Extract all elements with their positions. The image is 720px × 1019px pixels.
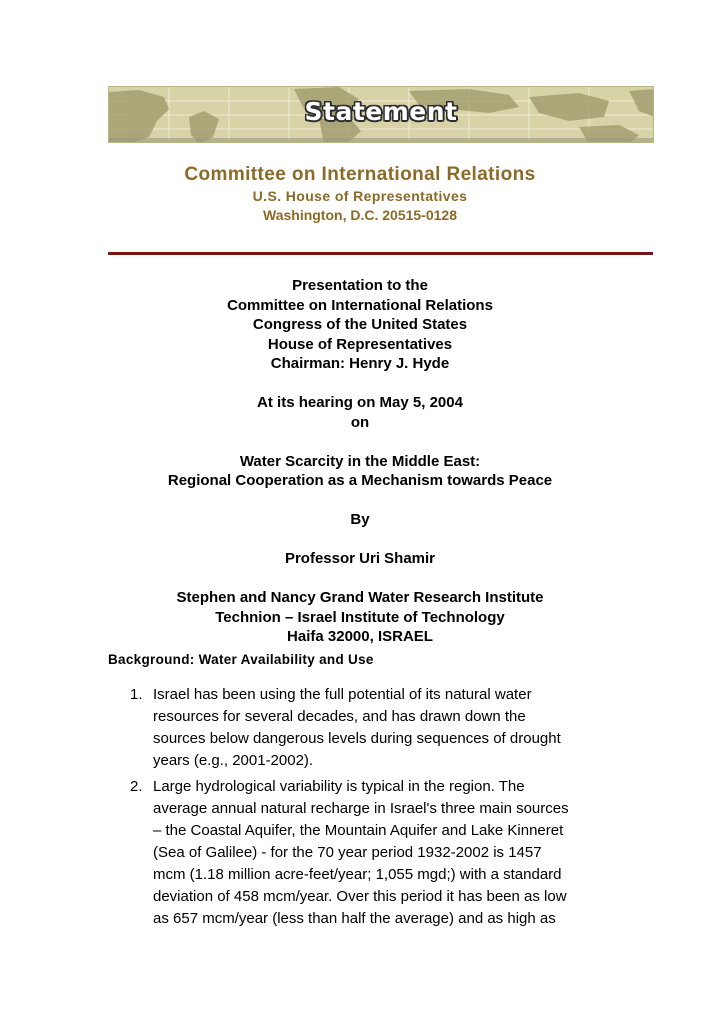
presentation-line: Stephen and Nancy Grand Water Research Institute xyxy=(176,589,544,606)
banner-title: Statement xyxy=(304,97,458,126)
committee-house: U.S. House of Representatives xyxy=(252,188,468,204)
presentation-line: Water Scarcity in the Middle East: xyxy=(239,452,481,470)
list-item xyxy=(130,776,630,930)
presentation-line xyxy=(0,530,720,550)
list-item-line: deviation of 458 mcm/year. Over this period it has been as low xyxy=(153,888,567,905)
presentation-line: At its hearing on May 5, 2004 xyxy=(257,394,463,411)
list-item-line: Israel has been using the full potential of its natural water xyxy=(153,686,532,703)
list-item-line: Large hydrological variability is typical in the region. The xyxy=(153,778,525,795)
list-item-line: as 657 mcm/year (less than half the average) and as high as xyxy=(153,910,556,927)
list-item-line: resources for several decades, and has drawn down the xyxy=(153,708,526,725)
list-item-line: years (e.g., 2001-2002). xyxy=(153,752,314,769)
presentation-line: Congress of the United States xyxy=(252,316,468,333)
presentation-line xyxy=(0,432,720,452)
list-item-number: 1. xyxy=(130,686,143,703)
header-divider xyxy=(108,252,653,255)
section-heading: Background: Water Availability and Use xyxy=(108,652,374,667)
statement-banner xyxy=(108,86,654,143)
presentation-line: on xyxy=(350,413,370,431)
list-item xyxy=(130,684,630,772)
list-item-line: mcm (1.18 million acre-feet/year; 1,055 mgd;) with a standard xyxy=(153,866,562,883)
list-item-line: sources below dangerous levels during sequences of drought xyxy=(153,730,561,747)
list-item-line: – the Coastal Aquifer, the Mountain Aquifer and Lake Kinneret xyxy=(153,822,564,839)
presentation-line: Committee on International Relations xyxy=(227,296,493,314)
presentation-line: By xyxy=(350,511,370,528)
list-item-line: (Sea of Galilee) - for the 70 year period 1932-2002 is 1457 xyxy=(153,844,542,861)
committee-name: Committee on International Relations xyxy=(184,164,536,185)
presentation-line xyxy=(0,374,720,394)
presentation-line: Technion – Israel Institute of Technology xyxy=(215,608,505,626)
presentation-line: House of Representatives xyxy=(267,335,453,353)
presentation-line: Presentation to the xyxy=(292,277,428,294)
presentation-line: Haifa 32000, ISRAEL xyxy=(287,628,433,645)
presentation-line: Professor Uri Shamir xyxy=(284,550,436,567)
list-item-line: average annual natural recharge in Israel's three main sources xyxy=(153,800,569,817)
presentation-line xyxy=(0,569,720,589)
presentation-line: Regional Cooperation as a Mechanism towards Peace xyxy=(167,472,553,489)
list-item-number: 2. xyxy=(130,778,143,795)
presentation-line: Chairman: Henry J. Hyde xyxy=(270,355,450,372)
presentation-line xyxy=(0,491,720,511)
committee-address: Washington, D.C. 20515-0128 xyxy=(263,207,457,223)
presentation-block xyxy=(0,276,720,647)
